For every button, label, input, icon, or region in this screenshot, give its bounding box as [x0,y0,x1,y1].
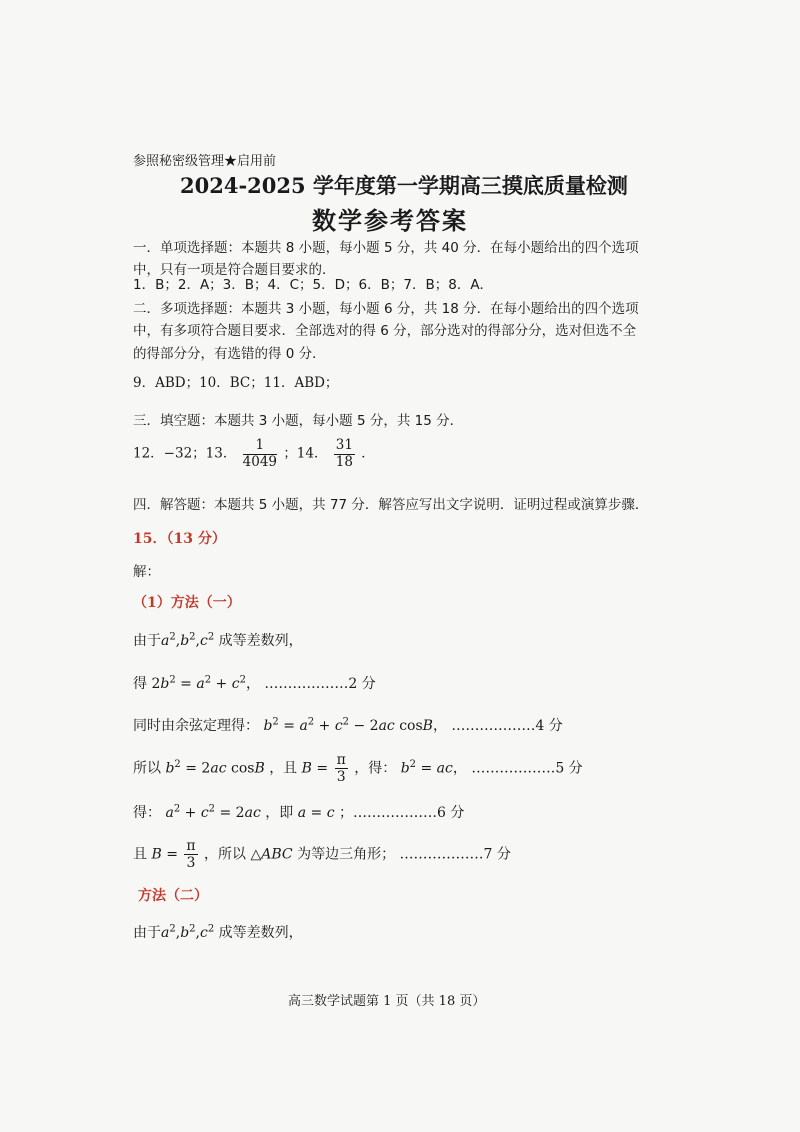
q14-fraction [334,438,355,470]
page-footer: 高三数学试题第 1 页（共 18 页） [288,994,486,1009]
section1-answers: 1．B；2．A；3．B；4．C；5．D；6．B；7．B；8．A． [133,277,494,293]
section2-answers: 9．ABD；10．BC；11．ABD； [133,375,339,391]
q14-end: ． [361,445,375,462]
q14-denominator: 18 [335,453,353,470]
section2-title-line1: 二．多项选择题：本题共 3 小题，每小题 6 分，共 18 分．在每小题给出的四个选项 [133,301,639,317]
pi-over-3-b [184,838,197,871]
line6-post: 为等边三角形； [297,846,396,863]
line1-post: 成等差数列， [218,633,303,649]
line6: 且 B = $\frac{\pi}{3}$ ，所以 △ABC 为等边三角形； ………………7 分 [133,838,511,872]
q15-jie: 解： [133,564,160,580]
line5: 得： $a^2 + c^2 = 2ac$ ，即 a = c ；………………6 分 [133,803,465,821]
line1: 由于$a^2,b^2,c^2$ 成等差数列， [133,631,303,649]
line4-mid2: ，得： [354,760,397,777]
section3-title: 三．填空题：本题共 3 小题，每小题 5 分，共 15 分． [133,413,464,429]
line4-mid: ，且 [269,760,298,777]
line3: 同时由余弦定理得： $b^2 = a^2 + c^2 - 2ac$ cosB， ………………4 分 [133,716,563,734]
line5-pre: 得： [133,805,161,821]
secret-mark: 参照秘密级管理★启用前 [133,154,277,169]
method1-label: （1）方法（一） [133,595,241,611]
doc-title: 数学参考答案 [312,206,468,235]
line2-dots: ………………2 分 [264,676,376,692]
exam-title: 2024-2025 学年度第一学期高三摸底质量检测 [180,173,628,198]
section3-answers [133,438,375,470]
section2-title-line2: 中，有多项符合题目要求．全部选对的得 6 分，部分选对的得部分分，选对但选不全 [133,323,637,339]
pi-over-3-a [335,752,348,785]
section1-title-line1: 一．单项选择题：本题共 8 小题，每小题 5 分，共 40 分．在每小题给出的四个选项 [133,240,639,256]
line3-dots: ………………4 分 [451,718,563,734]
line4: 所以 $b^2 = 2ac$ cosB ，且 B = $\frac{\pi}{3}$ ，得： $b^2$ = ac， ………………5 分 [133,752,583,786]
section2-title-line3: 的得部分分，有选错的得 0 分． [133,346,326,362]
line7-post: 成等差数列， [218,925,303,941]
line2-pre: 得 [133,676,147,692]
q15-header: 15．（13 分） [133,531,226,547]
line5-mid: ，即 [265,805,294,821]
q13-numerator: 1 [243,438,277,455]
line5-dots: ；………………6 分 [338,805,465,821]
q14-numerator: 31 [335,437,353,453]
section4-title: 四．解答题：本题共 5 小题，共 77 分．解答应写出文字说明．证明过程或演算步骤． [133,497,649,513]
line7-pre: 由于 [133,925,161,941]
q12-answer: 12．−32；13． [133,445,237,462]
line6-mid: ，所以 [204,846,247,863]
line7: 由于$a^2,b^2,c^2$ 成等差数列， [133,923,303,941]
three-b: 3 [186,855,196,872]
q14-label: ；14． [283,445,328,462]
line4-pre: 所以 [133,760,161,777]
line2: 得 $2b^2 = a^2 + c^2$， ………………2 分 [133,674,376,692]
three-a: 3 [336,769,346,786]
method2-label: 方法（二） [138,888,208,904]
line3-pre: 同时由余弦定理得： [133,718,259,734]
section1-title-line2: 中，只有一项是符合题目要求的． [133,262,336,278]
line1-pre: 由于 [133,633,161,649]
pi-b: π [186,838,196,854]
q13-denominator: 4049 [242,453,278,470]
pi-a: π [336,752,346,768]
line6-pre: 且 [133,846,147,863]
line6-dots: ………………7 分 [399,846,511,863]
q13-fraction [243,438,277,470]
line4-dots: ………………5 分 [471,760,583,777]
